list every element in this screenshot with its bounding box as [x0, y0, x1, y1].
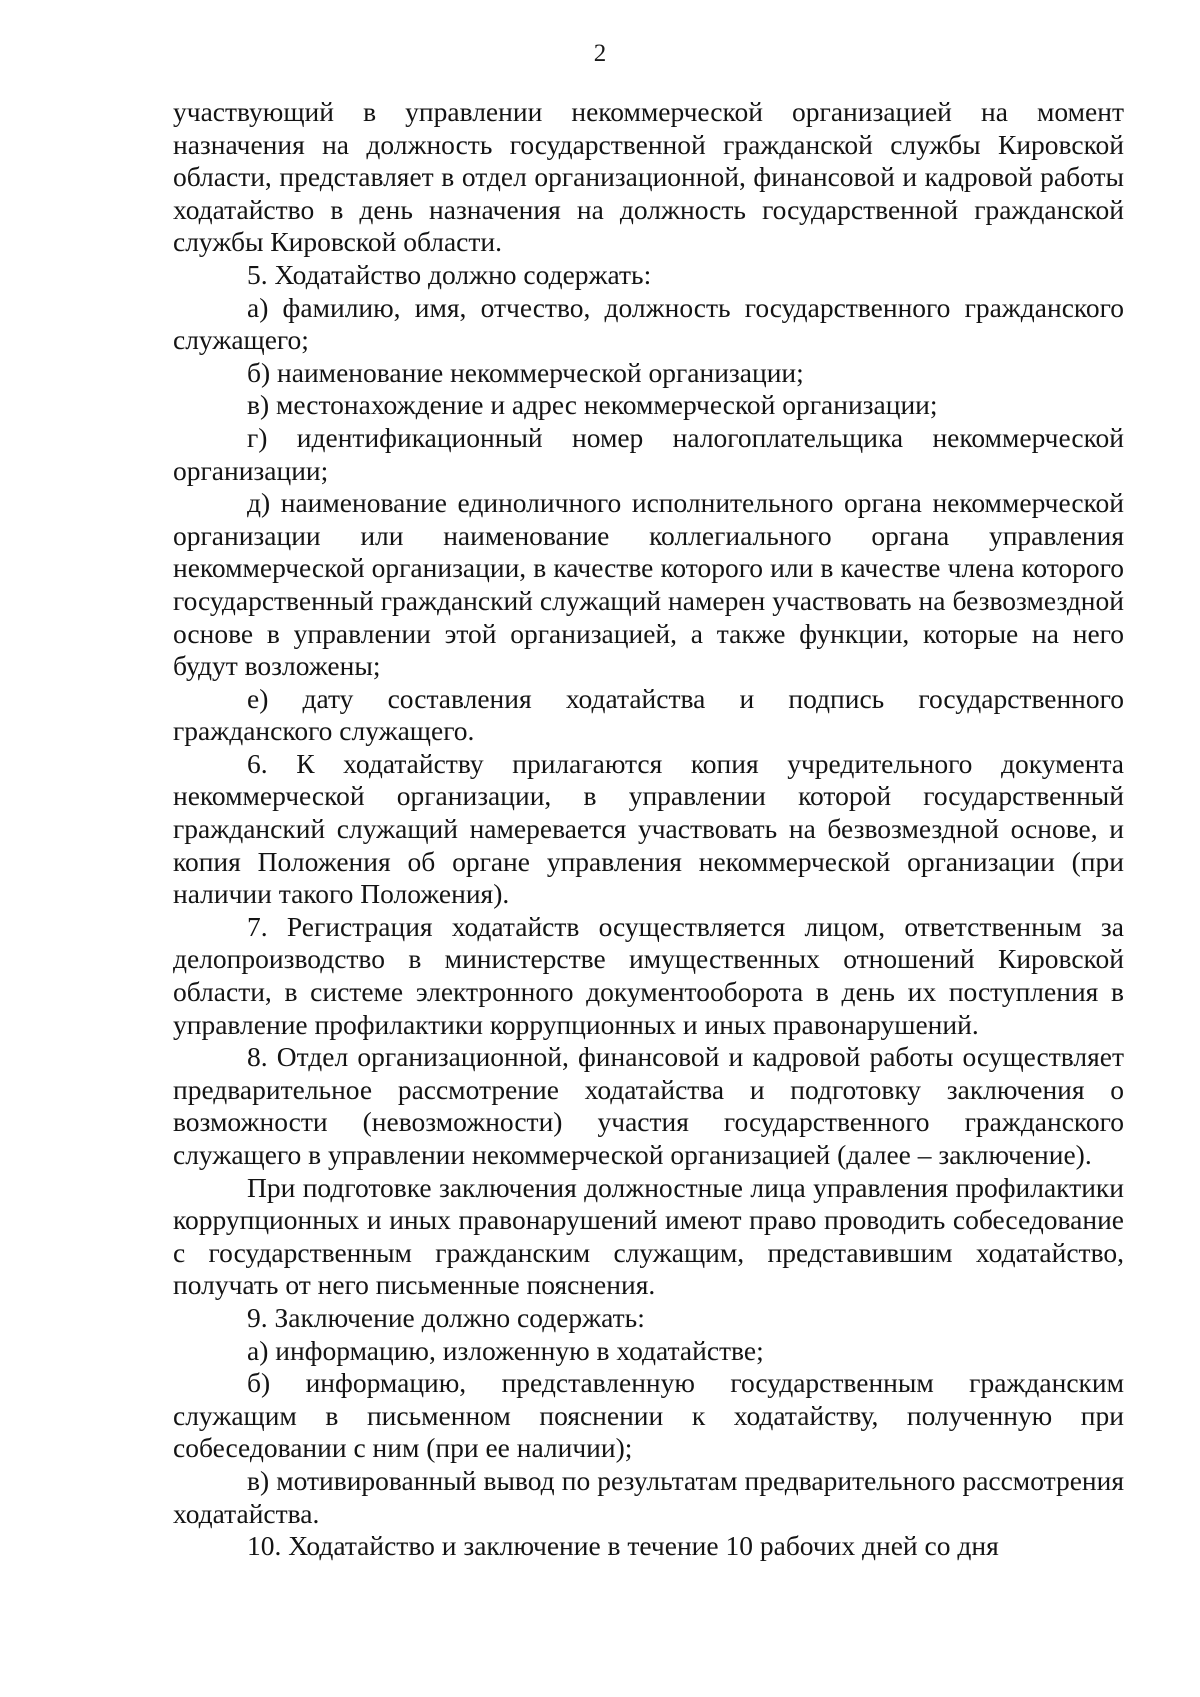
paragraph-item-8-note: При подготовке заключения должностные лица управления профилактики коррупционных и иных правонарушений имеют право проводить собеседование с государственным гражданским служащим, представившим ходатайство, получать от него письменные пояснения.	[173, 1171, 1124, 1301]
paragraph-item-5b: б) наименование некоммерческой организации;	[247, 356, 804, 388]
paragraph-item-9b: б) информацию, представленную государственным гражданским служащим в письменном пояснении к ходатайству, полученную при собеседовании с ним (при ее наличии);	[173, 1367, 1124, 1464]
paragraph-item-5a: а) фамилию, имя, отчество, должность государственного гражданского служащего;	[173, 291, 1124, 356]
paragraph-item-10: 10. Ходатайство и заключение в течение 10 рабочих дней со дня	[247, 1530, 999, 1562]
paragraph-item-5d: д) наименование единоличного исполнительного органа некоммерческой организации или наименование коллегиального органа управления некоммерческой организации, в качестве которого или в качестве члена которого государственный гражданский служащий намерен участвовать на безвозмездной основе в управлении этой организацией, а также функции, которые на него будут возложены;	[173, 487, 1124, 682]
paragraph-item-8: 8. Отдел организационной, финансовой и кадровой работы осуществляет предварительное рассмотрение ходатайства и подготовку заключения о возможности (невозможности) участия государственного гражданского служащего в управлении некоммерческой организацией (далее – заключение).	[173, 1041, 1124, 1170]
paragraph-continuation: участвующий в управлении некоммерческой организацией на момент назначения на должность государственной гражданской службы Кировской области, представляет в отдел организационной, финансовой и кадровой работы ходатайство в день назначения на должность государственной гражданской службы Кировской области.	[173, 96, 1124, 258]
paragraph-item-5g: г) идентификационный номер налогоплательщика некоммерческой организации;	[173, 421, 1124, 486]
paragraph-item-6: 6. К ходатайству прилагаются копия учредительного документа некоммерческой организации, в управлении которой государственный гражданский служащий намеревается участвовать на безвозмездной основе, и копия Положения об органе управления некоммерческой организации (при наличии такого Положения).	[173, 747, 1124, 910]
paragraph-item-9v: в) мотивированный вывод по результатам предварительного рассмотрения ходатайства.	[173, 1464, 1124, 1529]
paragraph-item-9: 9. Заключение должно содержать:	[247, 1301, 645, 1333]
document-body	[173, 96, 1124, 1563]
paragraph-item-9a: а) информацию, изложенную в ходатайстве;	[247, 1334, 764, 1366]
paragraph-item-7: 7. Регистрация ходатайств осуществляется лицом, ответственным за делопроизводство в министерстве имущественных отношений Кировской области, в системе электронного документооборота в день их поступления в управление профилактики коррупционных и иных правонарушений.	[173, 910, 1124, 1040]
paragraph-item-5e: е) дату составления ходатайства и подпись государственного гражданского служащего.	[173, 682, 1124, 747]
page-number: 2	[593, 40, 607, 67]
paragraph-item-5: 5. Ходатайство должно содержать:	[247, 258, 652, 290]
paragraph-item-5v: в) местонахождение и адрес некоммерческой организации;	[247, 389, 938, 421]
